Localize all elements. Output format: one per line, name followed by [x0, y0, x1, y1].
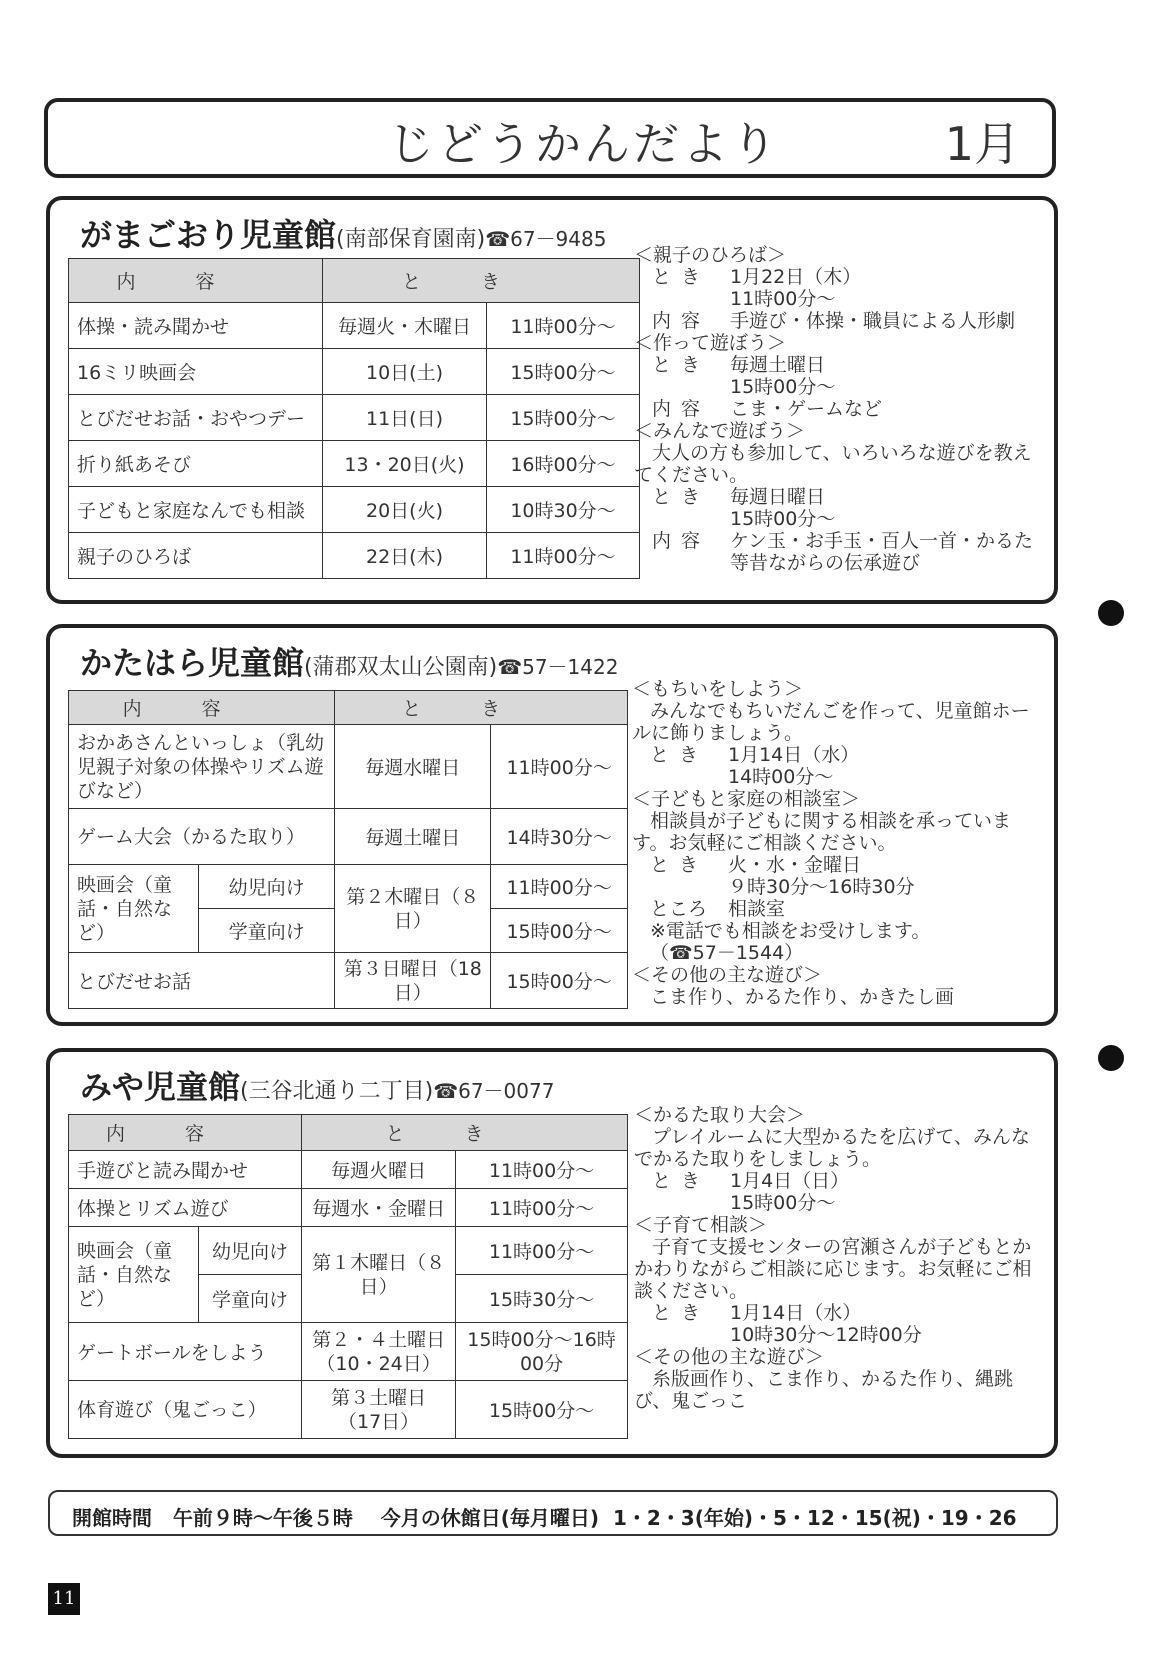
cell-content: ゲーム大会（かるた取り）	[69, 809, 335, 865]
cell-day: 第３日曜日（18日）	[335, 953, 491, 1009]
binder-hole	[1098, 600, 1124, 626]
facility-phone: ☎57－1422	[497, 655, 619, 679]
label-when: とき	[652, 486, 711, 508]
cell-sub: 幼児向け	[199, 1227, 302, 1275]
cell-time: 15時00分～16時00分	[456, 1323, 628, 1381]
event-phone-note: ※電話でも相談をお受けします。	[650, 920, 931, 942]
cell-day: 20日(火)	[323, 487, 487, 533]
cell-time: 11時00分～	[456, 1189, 628, 1227]
event-what: ケン玉・お手玉・百人一首・かるた等昔ながらの伝承遊び	[730, 530, 1034, 574]
event-time: 11時00分～	[730, 288, 836, 310]
section-header	[80, 210, 606, 256]
header-time: とき	[323, 259, 640, 303]
event-title: ＜もちいをしよう＞	[632, 678, 804, 700]
event-desc: 相談員が子どもに関する相談を承っています。お気軽にご相談ください。	[632, 810, 1012, 854]
section-header	[80, 1062, 554, 1108]
section-header	[80, 638, 618, 684]
event-time: 15時00分～	[730, 376, 836, 398]
event-phone-number: （☎57－1544）	[650, 942, 804, 964]
header-content: 内容	[69, 691, 335, 725]
section-katahara	[46, 624, 1058, 1026]
schedule-table	[68, 690, 628, 1009]
table-row	[69, 1151, 628, 1189]
event-title: ＜子どもと家庭の相談室＞	[632, 788, 861, 810]
newsletter-title-box	[44, 98, 1056, 178]
cell-content: とびだせお話・おやつデー	[69, 395, 323, 441]
cell-content: 子どもと家庭なんでも相談	[69, 487, 323, 533]
label-when: とき	[652, 1170, 711, 1192]
cell-day: 22日(木)	[323, 533, 487, 579]
event-title: ＜みんなで遊ぼう＞	[634, 420, 806, 442]
event-time: 15時00分～	[730, 508, 836, 530]
cell-day: 第１木曜日（８日）	[302, 1227, 456, 1323]
table-row	[69, 1189, 628, 1227]
header-content: 内容	[69, 259, 323, 303]
cell-day: 毎週水・金曜日	[302, 1189, 456, 1227]
event-desc: 糸版画作り、こま作り、かるた作り、縄跳び、鬼ごっこ	[634, 1368, 1014, 1412]
page-number: 11	[48, 1583, 80, 1615]
event-when: 毎週土曜日	[730, 354, 826, 376]
label-what: 内容	[652, 530, 711, 552]
cell-content: 折り紙あそび	[69, 441, 323, 487]
facility-phone: ☎67－9485	[485, 227, 607, 251]
opening-hours-bar	[48, 1490, 1058, 1536]
cell-sub: 学童向け	[199, 909, 335, 953]
event-title: ＜かるた取り大会＞	[634, 1104, 806, 1126]
cell-time: 11時00分～	[456, 1227, 628, 1275]
label-when: とき	[652, 354, 711, 376]
events-notes	[634, 244, 1034, 574]
facility-name: みや児童館	[80, 1068, 241, 1106]
event-desc: プレイルームに大型かるたを広げて、みんなでかるた取りをしましょう。	[634, 1126, 1030, 1170]
table-header-row	[69, 259, 640, 303]
binder-hole	[1098, 1045, 1124, 1071]
cell-time: 11時00分～	[456, 1151, 628, 1189]
label-when: とき	[652, 1302, 711, 1324]
cell-content: おかあさんといっしょ（乳幼児親子対象の体操やリズム遊びなど）	[69, 725, 335, 809]
table-row	[69, 809, 628, 865]
cell-time: 15時00分～	[491, 909, 628, 953]
event-desc: 子育て支援センターの宮瀬さんが子どもとかかわりながらご相談に応じます。お気軽にご相談ください。	[634, 1236, 1032, 1302]
table-row	[69, 1323, 628, 1381]
cell-sub: 幼児向け	[199, 865, 335, 909]
schedule-table	[68, 258, 640, 579]
events-notes	[634, 1104, 1034, 1412]
event-when: 毎週日曜日	[730, 486, 826, 508]
section-gamagori	[46, 196, 1058, 604]
table-row	[69, 1227, 628, 1275]
table-row	[69, 953, 628, 1009]
event-desc: 大人の方も参加して、いろいろな遊びを教えてください。	[634, 442, 1032, 486]
cell-content: 手遊びと読み聞かせ	[69, 1151, 302, 1189]
cell-content: 体育遊び（鬼ごっこ）	[69, 1381, 302, 1439]
table-header-row	[69, 691, 628, 725]
table-header-row	[69, 1115, 628, 1151]
hours-value: 午前９時～午後５時	[172, 1506, 353, 1530]
cell-time: 14時30分～	[491, 809, 628, 865]
cell-day: 毎週火曜日	[302, 1151, 456, 1189]
event-when: 火・水・金曜日	[728, 854, 862, 876]
event-time: 10時30分～12時00分	[730, 1324, 922, 1346]
label-when: とき	[652, 266, 711, 288]
event-desc: みんなでもちいだんごを作って、児童館ホールに飾りましょう。	[632, 700, 1030, 744]
facility-phone: ☎67－0077	[433, 1079, 555, 1103]
cell-day: 11日(日)	[323, 395, 487, 441]
event-time: 14時00分～	[728, 766, 834, 788]
header-time: とき	[335, 691, 628, 725]
cell-content: 親子のひろば	[69, 533, 323, 579]
facility-location: (三谷北通り二丁目)	[240, 1079, 434, 1104]
table-row	[69, 441, 640, 487]
label-where: ところ	[650, 898, 708, 920]
cell-time: 10時30分～	[487, 487, 640, 533]
cell-content: 映画会（童話・自然など）	[69, 1227, 199, 1323]
closed-days: 1・2・3(年始)・5・12・15(祝)・19・26	[612, 1506, 1017, 1530]
cell-content: 体操・読み聞かせ	[69, 303, 323, 349]
event-title: ＜子育て相談＞	[634, 1214, 768, 1236]
hours-label: 開館時間	[72, 1506, 152, 1530]
cell-time: 15時00分～	[456, 1381, 628, 1439]
cell-day: 10日(土)	[323, 349, 487, 395]
cell-content: 16ミリ映画会	[69, 349, 323, 395]
newsletter-month: 1月	[944, 117, 1020, 171]
table-row	[69, 865, 628, 909]
cell-content: 体操とリズム遊び	[69, 1189, 302, 1227]
cell-content: とびだせお話	[69, 953, 335, 1009]
header-time: とき	[302, 1115, 628, 1151]
cell-time: 15時00分～	[491, 953, 628, 1009]
label-when: とき	[650, 854, 709, 876]
cell-time: 15時00分～	[487, 349, 640, 395]
cell-day: 第２木曜日（８日）	[335, 865, 491, 953]
event-time: 15時00分～	[730, 1192, 836, 1214]
table-row	[69, 1381, 628, 1439]
label-what: 内容	[652, 398, 711, 420]
event-when: 1月14日（水）	[728, 744, 860, 766]
event-title: ＜その他の主な遊び＞	[634, 1346, 825, 1368]
event-title: ＜作って遊ぼう＞	[634, 332, 787, 354]
table-row	[69, 533, 640, 579]
section-miya	[46, 1048, 1058, 1458]
table-row	[69, 487, 640, 533]
facility-name: がまごおり児童館	[80, 216, 337, 254]
header-content: 内容	[69, 1115, 302, 1151]
cell-content: ゲートボールをしよう	[69, 1323, 302, 1381]
cell-day: 第３土曜日（17日）	[302, 1381, 456, 1439]
cell-time: 11時00分～	[487, 533, 640, 579]
event-title: ＜親子のひろば＞	[634, 244, 787, 266]
cell-time: 11時00分～	[491, 865, 628, 909]
cell-day: 第２・４土曜日（10・24日）	[302, 1323, 456, 1381]
cell-time: 11時00分～	[491, 725, 628, 809]
label-when: とき	[650, 744, 709, 766]
table-row	[69, 349, 640, 395]
event-what: こま・ゲームなど	[730, 398, 883, 420]
label-what: 内容	[652, 310, 711, 332]
cell-content: 映画会（童話・自然など）	[69, 865, 199, 953]
newsletter-title: じどうかんだより	[388, 117, 780, 171]
table-row	[69, 303, 640, 349]
event-desc: こま作り、かるた作り、かきたし画	[650, 986, 955, 1008]
facility-location: (南部保育園南)	[336, 227, 486, 252]
schedule-table	[68, 1114, 628, 1439]
cell-day: 毎週土曜日	[335, 809, 491, 865]
cell-time: 16時00分～	[487, 441, 640, 487]
event-time: ９時30分～16時30分	[728, 876, 915, 898]
event-where: 相談室	[728, 898, 786, 920]
cell-time: 15時30分～	[456, 1275, 628, 1323]
closed-label: 今月の休館日(毎月曜日)	[380, 1506, 600, 1530]
cell-sub: 学童向け	[199, 1275, 302, 1323]
table-row	[69, 725, 628, 809]
cell-day: 13・20日(火)	[323, 441, 487, 487]
facility-name: かたはら児童館	[80, 644, 305, 682]
event-title: ＜その他の主な遊び＞	[632, 964, 823, 986]
event-when: 1月4日（日）	[730, 1170, 850, 1192]
table-row	[69, 395, 640, 441]
event-when: 1月14日（水）	[730, 1302, 862, 1324]
event-when: 1月22日（木）	[730, 266, 862, 288]
cell-time: 11時00分～	[487, 303, 640, 349]
cell-day: 毎週火・木曜日	[323, 303, 487, 349]
events-notes	[632, 678, 1032, 1008]
cell-day: 毎週水曜日	[335, 725, 491, 809]
event-what: 手遊び・体操・職員による人形劇	[730, 310, 1016, 332]
facility-location: (蒲郡双太山公園南)	[304, 655, 498, 680]
cell-time: 15時00分～	[487, 395, 640, 441]
